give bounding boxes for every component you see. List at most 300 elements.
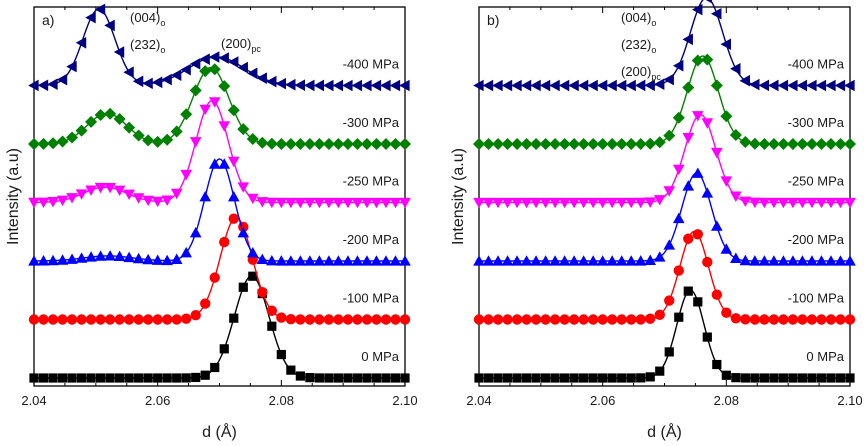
data-point [551, 373, 560, 382]
data-point [731, 373, 740, 382]
x-tick-label: 2.04 [466, 393, 492, 408]
series--100-mpa [29, 213, 410, 324]
data-point [636, 373, 645, 382]
data-point [334, 373, 343, 382]
x-axis-label: d (Å) [202, 424, 237, 441]
data-point [86, 314, 96, 324]
data-point [825, 80, 835, 92]
data-point [95, 314, 105, 324]
data-point [152, 314, 162, 324]
data-point [663, 239, 675, 249]
series-label: -400 MPa [787, 56, 844, 72]
data-point [673, 112, 685, 124]
data-point [541, 373, 550, 382]
data-point [209, 97, 221, 107]
peak-annotation: $(200)_{pc}$ [221, 36, 261, 54]
data-point [171, 69, 181, 81]
data-point [683, 234, 693, 244]
data-point [597, 80, 607, 92]
data-point [492, 80, 502, 92]
series--400-mpa [28, 4, 409, 92]
data-point [844, 138, 856, 150]
data-point [484, 373, 493, 382]
data-point [616, 314, 626, 324]
data-point [237, 62, 247, 74]
data-point [749, 79, 759, 91]
data-point [654, 195, 666, 205]
data-point [276, 312, 286, 322]
data-point [123, 66, 133, 78]
data-point [201, 371, 210, 380]
data-point [342, 80, 352, 92]
data-point [180, 64, 190, 76]
series-0-mpa [29, 272, 409, 383]
data-point [228, 56, 238, 68]
data-point [711, 80, 723, 92]
data-point [123, 190, 135, 200]
data-point [512, 373, 521, 382]
panel-label: a) [42, 12, 55, 28]
data-point [540, 80, 550, 92]
data-point [163, 373, 172, 382]
data-point [568, 80, 578, 92]
data-point [400, 314, 410, 324]
data-point [835, 80, 845, 92]
data-point [237, 182, 249, 192]
data-point [180, 247, 192, 257]
data-point [550, 314, 560, 324]
data-point [503, 373, 512, 382]
data-point [588, 314, 598, 324]
data-point [511, 80, 521, 92]
data-point [607, 314, 617, 324]
data-point [493, 373, 502, 382]
data-point [816, 314, 826, 324]
x-tick-label: 2.06 [145, 393, 171, 408]
data-point [579, 373, 588, 382]
data-point [608, 373, 617, 382]
data-point [266, 76, 276, 88]
data-point [390, 80, 400, 92]
data-point [654, 136, 666, 148]
data-point [740, 314, 750, 324]
data-point [220, 344, 229, 353]
data-point [190, 227, 202, 237]
data-point [474, 373, 483, 382]
data-point [598, 373, 607, 382]
data-point [845, 373, 854, 382]
data-point [663, 74, 673, 86]
data-point [673, 60, 683, 72]
data-point [627, 373, 636, 382]
data-point [106, 373, 115, 382]
data-point [29, 373, 38, 382]
data-point [314, 80, 324, 92]
data-point [152, 197, 164, 207]
data-point [711, 220, 723, 230]
data-point [180, 108, 192, 120]
data-point [343, 373, 352, 382]
data-point [721, 243, 733, 253]
data-point [58, 373, 67, 382]
data-point [645, 314, 655, 324]
data-point [400, 373, 409, 382]
series-line [479, 0, 850, 86]
data-point [399, 138, 411, 150]
data-point [721, 307, 731, 317]
chart-panel-a [5, 4, 418, 441]
data-point [172, 373, 181, 382]
data-point [589, 373, 598, 382]
data-point [180, 170, 192, 180]
data-point [229, 213, 239, 223]
data-point [741, 373, 750, 382]
data-point [115, 373, 124, 382]
data-point [85, 185, 97, 195]
data-point [133, 76, 143, 88]
data-point [502, 314, 512, 324]
series-line [34, 68, 405, 144]
data-point [807, 314, 817, 324]
data-point [587, 80, 597, 92]
data-point [673, 213, 685, 223]
data-point [210, 272, 220, 282]
data-point [664, 295, 674, 305]
data-point [391, 373, 400, 382]
data-point [143, 314, 153, 324]
data-point [199, 65, 211, 77]
data-point [778, 80, 788, 92]
data-point [560, 373, 569, 382]
data-point [682, 82, 694, 94]
data-point [693, 297, 702, 306]
data-point [559, 80, 569, 92]
data-point [267, 322, 276, 331]
data-point [228, 191, 240, 201]
data-point [218, 80, 230, 92]
data-point [124, 314, 134, 324]
data-point [190, 137, 202, 147]
data-point [77, 373, 86, 382]
data-point [644, 138, 656, 150]
x-tick-label: 2.04 [21, 393, 47, 408]
data-point [200, 298, 210, 308]
data-point [142, 78, 152, 90]
data-point [162, 314, 172, 324]
data-point [578, 80, 588, 92]
data-point [549, 80, 559, 92]
data-point [247, 247, 259, 257]
data-point [655, 310, 665, 320]
data-point [323, 80, 333, 92]
data-point [606, 80, 616, 92]
data-point [530, 80, 540, 92]
data-point [730, 63, 740, 75]
data-point [692, 111, 704, 121]
data-point [95, 109, 107, 121]
data-point [616, 80, 626, 92]
data-point [788, 314, 798, 324]
data-point [191, 373, 200, 382]
series--400-mpa [473, 0, 854, 91]
data-point [769, 373, 778, 382]
data-point [569, 314, 579, 324]
data-point [531, 373, 540, 382]
data-point [361, 80, 371, 92]
series-label: -200 MPa [342, 232, 399, 247]
data-point [559, 314, 569, 324]
data-point [57, 74, 67, 86]
data-point [182, 373, 191, 382]
data-point [152, 77, 162, 89]
series-label: -200 MPa [787, 232, 844, 247]
data-point [362, 373, 371, 382]
data-point [371, 314, 381, 324]
data-point [57, 314, 67, 324]
data-point [181, 313, 191, 323]
data-point [493, 314, 503, 324]
data-point [48, 373, 57, 382]
data-point [218, 121, 230, 131]
data-point [352, 80, 362, 92]
data-point [693, 229, 703, 239]
data-point [96, 373, 105, 382]
data-point [806, 80, 816, 92]
data-point [247, 194, 259, 204]
data-point [67, 314, 77, 324]
data-point [845, 314, 855, 324]
data-point [570, 373, 579, 382]
data-point [665, 347, 674, 356]
data-point [199, 105, 211, 115]
data-point [228, 104, 240, 116]
data-point [191, 310, 201, 320]
data-point [276, 78, 286, 90]
data-point [295, 314, 305, 324]
series-label: 0 MPa [806, 349, 844, 364]
data-point [597, 314, 607, 324]
data-point [816, 80, 826, 92]
peak-annotation: $(232)_o$ [621, 37, 657, 55]
data-point [483, 314, 493, 324]
data-point [76, 189, 88, 199]
data-point [95, 4, 105, 16]
data-point [390, 314, 400, 324]
data-point [703, 332, 712, 341]
data-point [296, 371, 305, 380]
series-label: -250 MPa [787, 173, 844, 189]
data-point [239, 283, 248, 292]
data-point [286, 366, 295, 375]
data-point [199, 191, 211, 201]
panel-label: b) [487, 12, 500, 28]
data-point [739, 136, 751, 148]
data-point [86, 373, 95, 382]
data-point [190, 84, 202, 96]
series-label: -250 MPa [342, 173, 399, 189]
series--250-mpa [28, 97, 411, 208]
peak-annotation: $(200)_{pc}$ [621, 64, 661, 82]
data-point [353, 373, 362, 382]
data-point [381, 314, 391, 324]
data-point [760, 373, 769, 382]
data-point [702, 257, 712, 267]
data-point [702, 118, 714, 128]
series-label: -300 MPa [342, 115, 399, 130]
data-point [778, 314, 788, 324]
data-point [218, 52, 228, 64]
chart-panel-b [450, 0, 863, 441]
x-tick-label: 2.08 [713, 393, 739, 408]
data-point [114, 314, 124, 324]
data-point [655, 367, 664, 376]
data-point [144, 373, 153, 382]
data-point [38, 79, 48, 91]
data-point [161, 134, 173, 146]
x-tick-label: 2.08 [268, 393, 294, 408]
data-point [38, 314, 48, 324]
data-point [152, 136, 164, 148]
data-point [826, 373, 835, 382]
data-point [787, 80, 797, 92]
data-point [209, 63, 221, 75]
data-point [684, 287, 693, 296]
x-tick-label: 2.06 [590, 393, 616, 408]
data-point [371, 80, 381, 92]
data-point [521, 314, 531, 324]
data-point [578, 314, 588, 324]
data-point [522, 373, 531, 382]
data-point [702, 187, 714, 197]
data-point [171, 253, 183, 263]
data-point [779, 373, 788, 382]
data-point [333, 80, 343, 92]
data-point [635, 80, 645, 92]
data-point [636, 314, 646, 324]
data-point [134, 373, 143, 382]
data-point [531, 314, 541, 324]
y-axis-label: Intensity (a.u) [450, 148, 467, 245]
data-point [295, 79, 305, 91]
data-point [305, 314, 315, 324]
data-point [105, 314, 115, 324]
data-point [674, 265, 684, 275]
data-point [673, 165, 685, 175]
data-point [219, 237, 229, 247]
data-point [720, 110, 732, 122]
peak-annotation: $(232)_o$ [130, 37, 166, 55]
data-point [731, 313, 741, 323]
data-point [67, 373, 76, 382]
data-point [85, 12, 95, 24]
data-point [257, 287, 267, 297]
data-point [247, 68, 257, 80]
data-point [646, 372, 655, 381]
series-label: -100 MPa [787, 290, 844, 306]
y-axis-label: Intensity (a.u) [5, 148, 22, 245]
data-point [483, 80, 493, 92]
data-point [540, 314, 550, 324]
data-point [711, 8, 721, 20]
data-point [210, 363, 219, 372]
data-point [199, 53, 209, 65]
data-point [381, 373, 390, 382]
data-point [512, 314, 522, 324]
data-point [682, 133, 694, 143]
data-point [836, 373, 845, 382]
data-point [39, 373, 48, 382]
data-point [692, 4, 702, 16]
data-point [277, 350, 286, 359]
series-label: -300 MPa [787, 115, 844, 130]
series-label: 0 MPa [361, 349, 399, 364]
data-point [48, 314, 58, 324]
data-point [352, 314, 362, 324]
data-point [788, 373, 797, 382]
data-point [617, 373, 626, 382]
data-point [114, 46, 124, 58]
data-point [133, 314, 143, 324]
data-point [267, 306, 277, 316]
data-point [66, 61, 76, 73]
data-point [502, 80, 512, 92]
data-point [229, 314, 238, 323]
data-point [474, 314, 484, 324]
data-point [305, 373, 314, 382]
data-point [257, 72, 267, 84]
data-point [769, 314, 779, 324]
series-line [34, 9, 405, 86]
data-point [380, 80, 390, 92]
data-point [692, 167, 704, 177]
data-point [625, 80, 635, 92]
data-point [730, 253, 742, 263]
data-point [682, 180, 694, 190]
series-label: -100 MPa [342, 290, 399, 306]
data-point [314, 314, 324, 324]
data-point [286, 314, 296, 324]
data-point [712, 360, 721, 369]
data-point [333, 314, 343, 324]
x-tick-label: 2.10 [837, 393, 863, 408]
data-point [257, 254, 269, 264]
data-point [721, 176, 733, 186]
data-point [372, 373, 381, 382]
data-point [817, 373, 826, 382]
x-axis-label: d (Å) [647, 424, 682, 441]
data-point [362, 314, 372, 324]
data-point [798, 373, 807, 382]
data-point [104, 108, 116, 120]
data-point [807, 373, 816, 382]
data-point [674, 313, 683, 322]
data-point [190, 58, 200, 70]
data-point [171, 314, 181, 324]
data-point [750, 314, 760, 324]
data-point [759, 80, 769, 92]
data-point [722, 371, 731, 380]
series--300-mpa [28, 63, 411, 150]
data-point [712, 290, 722, 300]
data-point [304, 80, 314, 92]
data-point [826, 314, 836, 324]
data-point [324, 314, 334, 324]
peak-annotation: $(004)_o$ [130, 10, 166, 28]
data-point [237, 123, 249, 135]
data-point [76, 37, 86, 49]
data-point [114, 186, 126, 196]
data-point [153, 373, 162, 382]
